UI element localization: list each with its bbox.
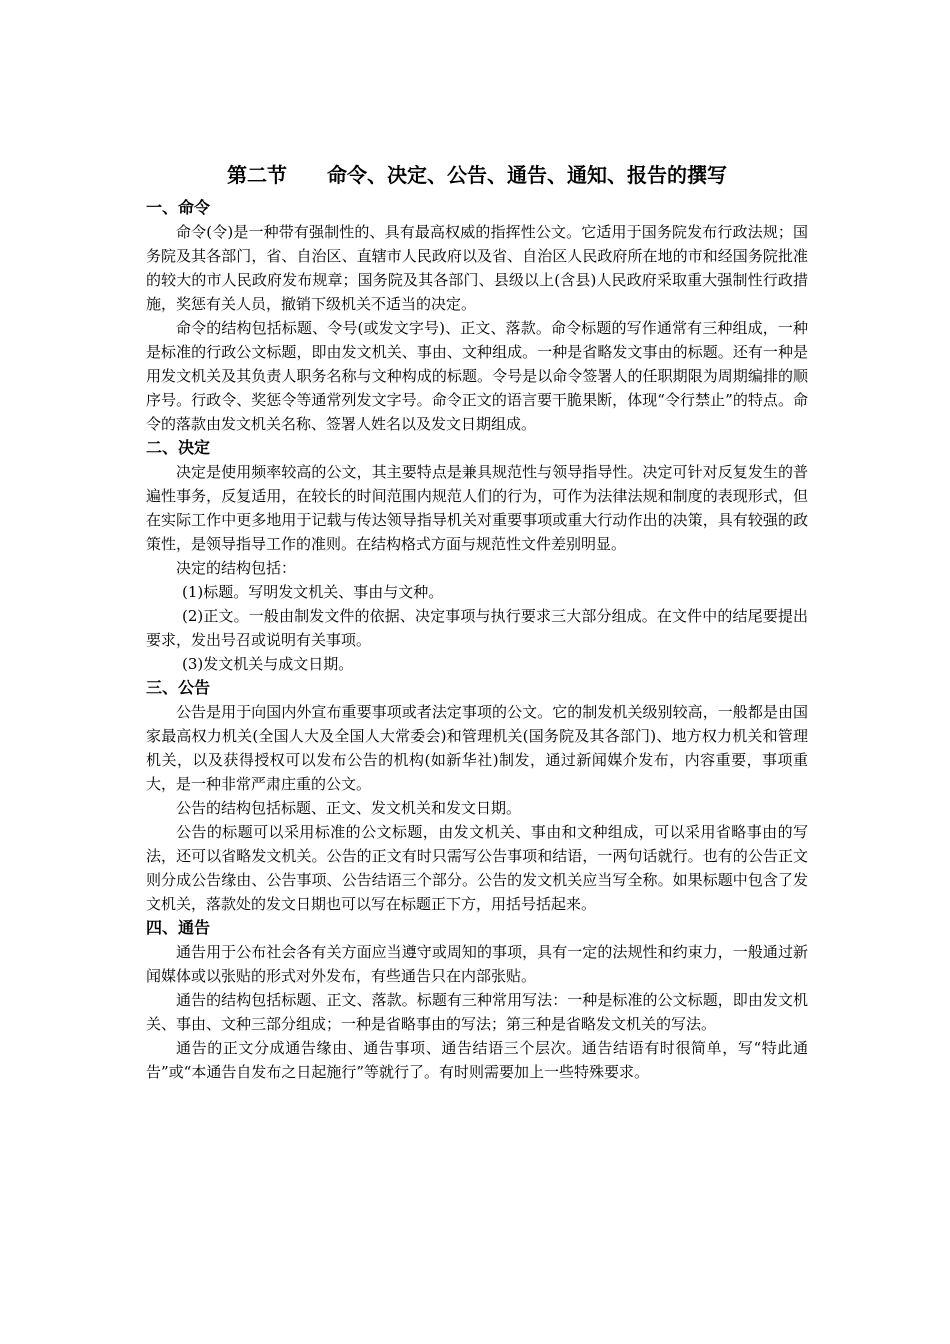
paragraph: 命令(令)是一种带有强制性的、具有最高权威的指挥性公文。它适用于国务院发布行政法规；国务院及其各部门，省、自治区、直辖市人民政府以及省、自治区人民政府所在地的市和经国务院批准的较大的市人民政府发布规章；国务院及其各部门、县级以上(含县)人民政府采取重大强制性行政措施，奖惩有关人员，撤销下级机关不适当的决定。 <box>146 223 808 313</box>
paragraph: 命令的结构包括标题、令号(或发文字号)、正文、落款。命令标题的写作通常有三种组成，一种是标准的行政公文标题，即由发文机关、事由、文种组成。一种是省略发文事由的标题。还有一种是用发文机关及其负责人职务名称与文种构成的标题。令号是以命令签署人的任职期限为周期编排的顺序号。行政令、奖惩令等通常列发文字号。命令正文的语言要干脆果断，体现“令行禁止”的特点。命令的落款由发文机关名称、签署人姓名以及发文日期组成。 <box>146 319 808 433</box>
section-command <box>146 196 808 436</box>
section-announcement <box>146 676 808 916</box>
paragraph: 公告的标题可以采用标准的公文标题，由发文机关、事由和文种组成，可以采用省略事由的写法，还可以省略发文机关。公告的正文有时只需写公告事项和结语，一两句话就行。也有的公告正文则分成公告缘由、公告事项、公告结语三个部分。公告的发文机关应当写全称。如果标题中包含了发文机关，落款处的发文日期也可以写在标题正下方，用括号括起来。 <box>146 823 808 913</box>
paragraph: 通告用于公布社会各有关方面应当遵守或周知的事项，具有一定的法规性和约束力，一般通过新闻媒体或以张贴的形式对外发布，有些通告只在内部张贴。 <box>146 943 808 985</box>
section-heading: 一、命令 <box>146 198 211 217</box>
paragraph: 决定是使用频率较高的公文，其主要特点是兼具规范性与领导指导性。决定可针对反复发生的普遍性事务，反复适用，在较长的时间范围内规范人们的行为，可作为法律法规和制度的表现形式，但在实际工作中更多地用于记载与传达领导指导机关对重要事项或重大行动作出的决策，具有较强的政策性，是领导指导工作的准则。在结构格式方面与规范性文件差别明显。 <box>146 463 808 553</box>
section-heading: 四、通告 <box>146 918 211 937</box>
paragraph: 决定的结构包括： <box>176 559 297 577</box>
paragraph: 公告的结构包括标题、正文、发文机关和发文日期。 <box>176 799 522 817</box>
section-notice <box>146 916 808 1084</box>
list-item <box>146 604 808 652</box>
list-item-text: (1)标题。写明发文机关、事由与文种。 <box>182 583 444 601</box>
page-title: 第二节 命令、决定、公告、通告、通知、报告的撰写 <box>227 163 727 187</box>
paragraph: 通告的结构包括标题、正文、落款。标题有三种常用写法：一种是标准的公文标题，即由发文机关、事由、文种三部分组成；一种是省略事由的写法；第三种是省略发文机关的写法。 <box>146 991 808 1033</box>
list-item-text: (2)正文。一般由制发文件的依据、决定事项与执行要求三大部分组成。在文件中的结尾要提出要求，发出号召或说明有关事项。 <box>146 607 808 649</box>
list-item <box>146 652 808 676</box>
section-heading: 二、决定 <box>146 438 211 457</box>
paragraph: 公告是用于向国内外宣布重要事项或者法定事项的公文。它的制发机关级别较高，一般都是由国家最高权力机关(全国人大及全国人大常委会)和管理机关(国务院及其各部门)、地方权力机关和管理机关，以及获得授权可以发布公告的机构(如新华社)制发，通过新闻媒介发布，内容重要，事项重大，是一种非常严肃庄重的公文。 <box>146 703 808 793</box>
paragraph: 通告的正文分成通告缘由、通告事项、通告结语三个层次。通告结语有时很简单，写“特此通告”或“本通告自发布之日起施行”等就行了。有时则需要加上一些特殊要求。 <box>146 1039 808 1081</box>
list-item-text: (3)发文机关与成文日期。 <box>182 655 354 673</box>
section-decision <box>146 436 808 676</box>
list-item <box>146 580 808 604</box>
section-heading: 三、公告 <box>146 678 211 697</box>
